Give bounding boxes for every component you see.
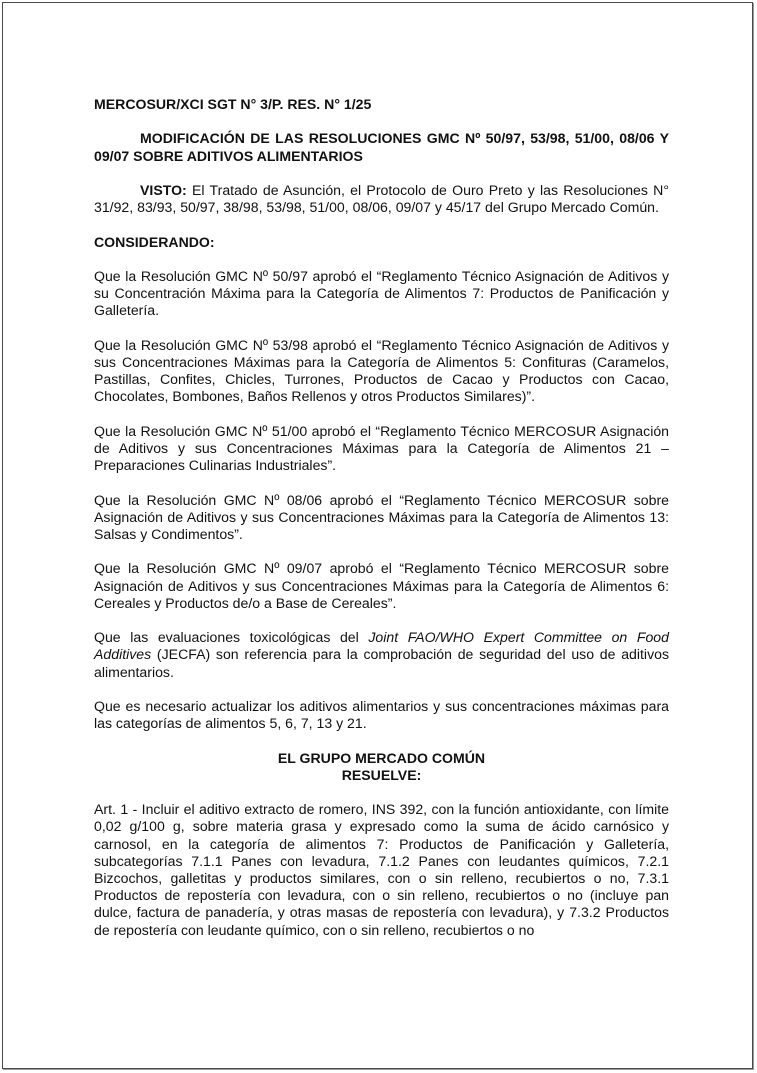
- visto-text: El Tratado de Asunción, el Protocolo de Ouro Preto y las Resoluciones N° 31/92, 83/93, 50/97, 38/98, 53/98, 51/00, 08/06, 09/07 y 45/17 del Grupo Mercado Común.: [94, 181, 669, 216]
- grupo-heading: EL GRUPO MERCADO COMÚN: [277, 749, 486, 766]
- considerando-heading: CONSIDERANDO:: [94, 233, 215, 250]
- resolution-heading: [94, 750, 669, 784]
- considerando-paragraph-5: Que la Resolución GMC Nº 09/07 aprobó el “Reglamento Técnico MERCOSUR sobre Asignación de Aditivos y sus Concentraciones Máximas para la Categoría de Alimentos 6: Cereales y Productos de/o a Base de Cereales”.: [94, 560, 669, 611]
- jecfa-paragraph: [94, 629, 669, 681]
- document-body: [94, 96, 669, 956]
- considerando-paragraph-2: Que la Resolución GMC Nº 53/98 aprobó el “Reglamento Técnico Asignación de Aditivos y sus Concentraciones Máximas para la Categoría de Alimentos 5: Confituras (Caramelos, Pastillas, Confites, Chicles, Turrones, Productos de Cacao y Productos con Cacao, Chocolates, Bombones, Baños Rellenos y otros Productos Similares)”.: [94, 336, 669, 405]
- document-page: [2, 2, 753, 1069]
- necesario-paragraph: Que es necesario actualizar los aditivos alimentarios y sus concentraciones máximas para las categorías de alimentos 5, 6, 7, 13 y 21.: [94, 697, 669, 732]
- considerando-paragraph-4: Que la Resolución GMC Nº 08/06 aprobó el “Reglamento Técnico MERCOSUR sobre Asignación de Aditivos y sus Concentraciones Máximas para la Categoría de Alimentos 13: Salsas y Condimentos”.: [94, 491, 669, 542]
- considerando-paragraph-1: Que la Resolución GMC Nº 50/97 aprobó el “Reglamento Técnico Asignación de Aditivos y su Concentración Máxima para la Categoría de Alimentos 7: Productos de Panificación y Galletería.: [94, 267, 669, 319]
- visto-paragraph: [94, 182, 669, 216]
- visto-label: VISTO:: [140, 181, 187, 198]
- considerando-paragraph-3: Que la Resolución GMC Nº 51/00 aprobó el “Reglamento Técnico MERCOSUR Asignación de Aditivos y sus Concentraciones Máximas para la Categoría de Alimentos 21 – Preparaciones Culinarias Industriales”.: [94, 422, 669, 474]
- jecfa-prefix: Que las evaluaciones toxicológicas del: [94, 629, 369, 646]
- article-1: Art. 1 - Incluir el aditivo extracto de romero, INS 392, con la función antioxidante, con límite 0,02 g/100 g, sobre materia grasa y expresado como la suma de ácido carnósico y carnosol, en la categoría de alimentos 7: Productos de Panificación y Galletería, subcategorías 7.1.1 Panes con levadura, 7.1.2 Panes con leudantes químicos, 7.2.1 Bizcochos, galletitas y productos similares, con o sin relleno, recubiertos o no, 7.3.1 Productos de repostería con levadura, con o sin relleno, recubiertos o no (incluye pan dulce, factura de panadería, y otras masas de repostería con levadura), y 7.3.2 Productos de repostería con leudante químico, con o sin relleno, recubiertos o no: [94, 801, 669, 938]
- jecfa-committee-name: Joint FAO/WHO Expert Committee on Food Additives: [94, 629, 669, 663]
- resolution-code: MERCOSUR/XCI SGT N° 3/P. RES. N° 1/25: [94, 96, 372, 112]
- jecfa-suffix: (JECFA) son referencia para la comprobación de seguridad del uso de aditivos alimentarios.: [94, 646, 669, 680]
- resuelve-heading: RESUELVE:: [341, 766, 422, 783]
- resolution-title: MODIFICACIÓN DE LAS RESOLUCIONES GMC Nº 50/97, 53/98, 51/00, 08/06 Y 09/07 SOBRE ADITIVOS ALIMENTARIOS: [94, 130, 669, 164]
